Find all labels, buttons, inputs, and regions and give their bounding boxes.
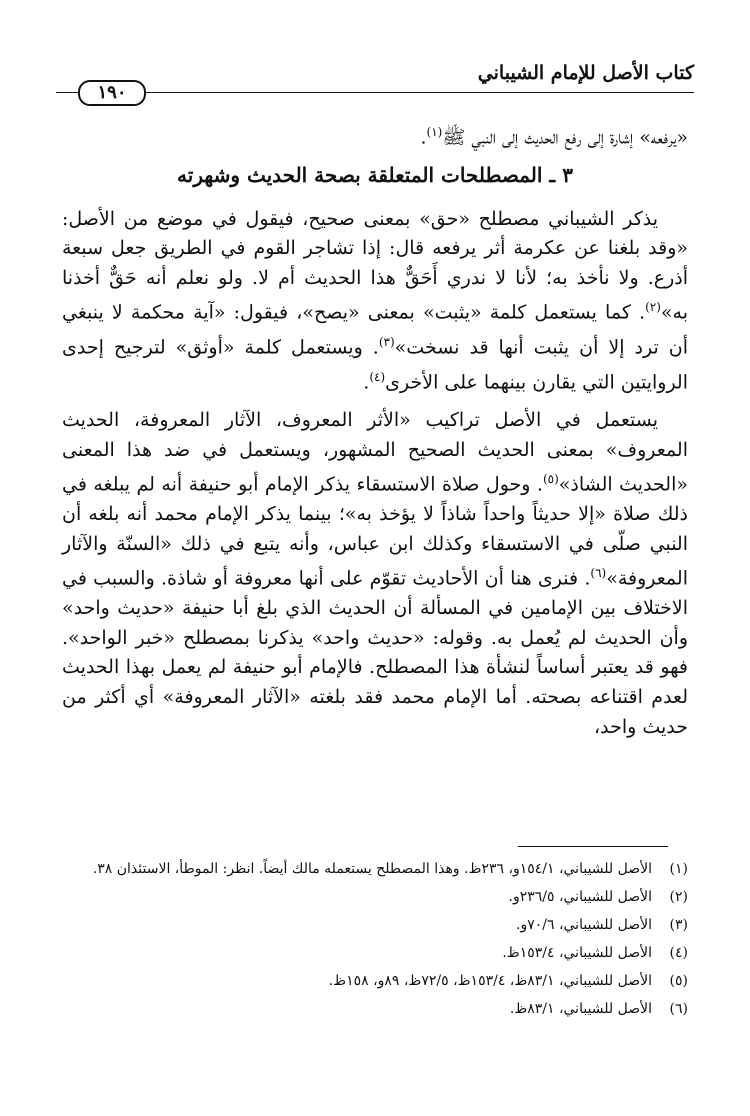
footnotes	[62, 858, 688, 1026]
footnote-5	[62, 970, 688, 993]
footnote-ref-4: (٤)	[369, 370, 386, 385]
footnote-number: (١)	[669, 861, 688, 877]
paragraph-2-part-d: .	[363, 371, 370, 394]
footnote-ref-2: (٢)	[645, 300, 661, 315]
paragraph-2	[62, 205, 688, 399]
paragraph-1-text: «يرفعه» إشارة إلى رفع الحديث إلى النبي ﷺ	[442, 126, 688, 149]
paragraph-1: «يرفعه» إشارة إلى رفع الحديث إلى النبي ﷺ$^{(١)}$.	[420, 125, 688, 149]
footnote-number: (٣)	[669, 917, 688, 933]
paragraph-3-part-c: . فنرى هنا أن الأحاديث تقوّم على أنها معروفة أو شاذة. والسبب في الاختلاف بين الإمامين في المسألة أن الحديث الذي بلغ أبا حنيفة «حديث واحد» وأن الحديث لم يُعمل به. وقوله: «حديث واحد» يذكرنا بمصطلح «خبر الواحد». فهو قد يعتبر أساساً لنشأة هذا المصطلح. فالإمام أبو حنيفة لم يعمل بهذا الحديث لعدم اقتناعه بصحته. أما الإمام محمد فقد بلغته «الآثار المعروفة» أي أكثر من حديث واحد،	[62, 567, 688, 738]
footnote-text: الأصل للشيباني، ٧٠/٦و.	[516, 917, 652, 933]
footnote-text: الأصل للشيباني، ١٥٤/١و، ٢٣٦ظ. وهذا المصطلح يستعمله مالك أيضاً. انظر: الموطأ، الاستئذان ٣٨.	[92, 861, 652, 877]
footnote-2	[62, 886, 688, 909]
section-heading: ٣ ـ المصطلحات المتعلقة بصحة الحديث وشهرته	[177, 162, 573, 187]
paragraph-3-part-a: يستعمل في الأصل تراكيب «الأثر المعروف، الآثار المعروفة، الحديث المعروف» بمعنى الحديث الصحيح المشهور، ويستعمل في ضد هذا المعنى «الحديث الشاذ»	[62, 409, 688, 496]
footnote-number: (٥)	[669, 973, 688, 989]
paragraph-2-part-c: . ويستعمل كلمة «أوثق» لترجيح إحدى الروايتين التي يقارن بينهما على الأخرى	[62, 336, 688, 394]
footnote-ref-6: (٦)	[590, 566, 607, 581]
footnote-4	[62, 942, 688, 965]
footnote-text: الأصل للشيباني، ٢٣٦/٥و.	[508, 889, 652, 905]
footnote-1	[62, 858, 688, 881]
paragraph-3-part-b: . وحول صلاة الاستسقاء يذكر الإمام أبو حنيفة أنه لم يبلغه في ذلك صلاة «إلا حديثاً واحداً شاذاً لا يؤخذ به»؛ بينما يذكر الإمام محمد أنه بلغه أن النبي صلّى في الاستسقاء وكذلك ابن عباس، وأنه يتبع في ذلك «السنّة والآثار المعروفة»	[62, 473, 688, 590]
book-title: كتاب الأصل للإمام الشيباني	[477, 62, 694, 84]
footnote-3	[62, 914, 688, 937]
page-number: ١٩٠	[78, 80, 146, 106]
footnote-ref-3: (٣)	[378, 335, 395, 350]
paragraph-2-part-a: يذكر الشيباني مصطلح «حق» بمعنى صحيح، فيقول في موضع من الأصل: «وقد بلغنا عن عكرمة أثر يرفعه قال: إذا تشاجر القوم في الطريق جعل سبعة أذرع. ولا نأخذ به؛ لأنا لا ندري أَحَقٌّ هذا الحديث أم لا. ولو نعلم أنه حَقٌّ أخذنا به»	[62, 207, 688, 324]
footnote-text: الأصل للشيباني، ١٥٣/٤ظ.	[502, 945, 652, 961]
footnote-number: (٢)	[669, 889, 688, 905]
footnote-number: (٦)	[669, 1001, 688, 1017]
footnote-ref-5: (٥)	[542, 472, 559, 487]
footnote-separator	[518, 846, 668, 847]
main-text	[62, 118, 688, 750]
running-header	[56, 56, 694, 108]
footnote-ref-1: (١)	[426, 125, 443, 139]
footnote-text: الأصل للشيباني، ٨٣/١ظ، ١٥٣/٤ظ، ٧٢/٥ظ، ٨٩و، ١٥٨ظ.	[328, 973, 652, 989]
footnote-number: (٤)	[669, 945, 688, 961]
footnote-text: الأصل للشيباني، ٨٣/١ظ.	[509, 1001, 652, 1017]
paragraph-2-part-b: . كما يستعمل كلمة «يثبت» بمعنى «يصح»، فيقول: «آية محكمة لا ينبغي أن ترد إلا أن يثبت أنها قد نسخت»	[62, 301, 689, 359]
header-rule	[56, 92, 694, 93]
paragraph-3	[62, 406, 688, 742]
footnote-6	[62, 998, 688, 1021]
